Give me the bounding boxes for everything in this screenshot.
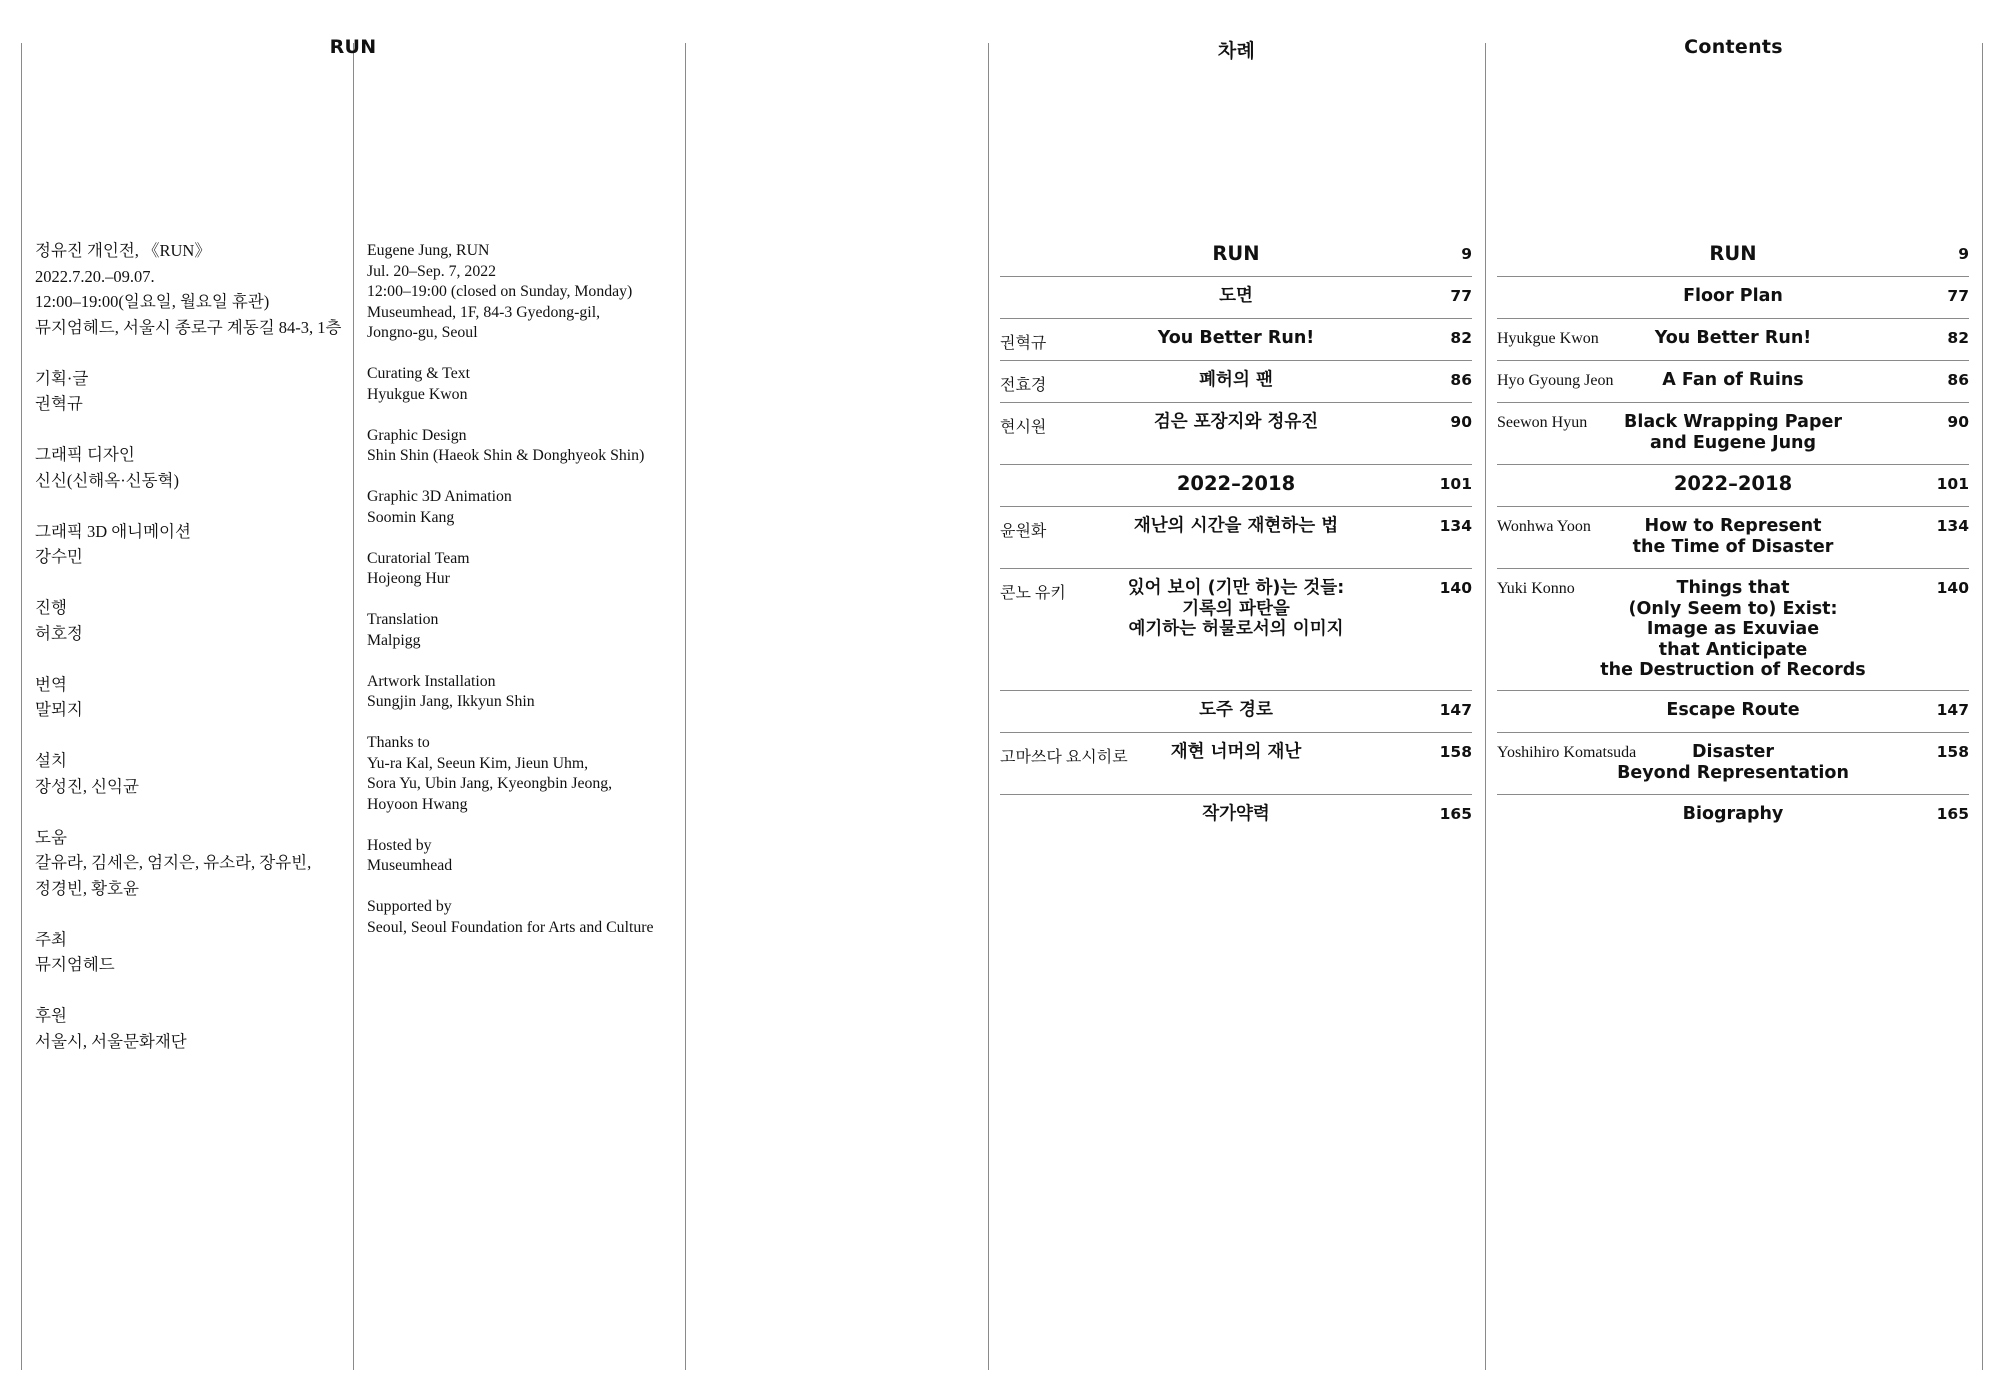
credit-label: 그래픽 디자인	[35, 445, 135, 464]
toc-page-number: 158	[1936, 743, 1969, 761]
credit-value: 서울시, 서울문화재단	[35, 1031, 187, 1051]
toc-author: Yuki Konno	[1497, 580, 1575, 597]
credit-value: Hyukgue Kwon	[367, 385, 468, 403]
toc-page-number: 90	[1947, 413, 1969, 431]
credit-group	[367, 610, 687, 651]
credit-group	[35, 238, 345, 340]
toc-entry[interactable]	[1000, 277, 1472, 319]
toc-title-line: You Better Run!	[1654, 328, 1812, 348]
credit-group	[367, 549, 687, 590]
credit-label: 주최	[35, 929, 67, 949]
toc-title-line: 있어 보이 (기만 하)는 것들:	[1127, 578, 1345, 598]
toc-page-number: 9	[1958, 245, 1969, 263]
toc-entry[interactable]	[1000, 569, 1472, 691]
toc-entry[interactable]	[1497, 507, 1969, 569]
credit-label: Translation	[367, 611, 439, 628]
toc-title-line: 2022–2018	[1176, 472, 1296, 495]
column-rule	[1982, 43, 1983, 1370]
credit-value: Soomin Kang	[367, 508, 455, 526]
toc-page-number: 9	[1461, 245, 1472, 263]
toc-entry[interactable]	[1497, 319, 1969, 361]
toc-title	[1000, 569, 1472, 640]
toc-title	[1000, 795, 1472, 825]
toc-title-line: 재현 너머의 재난	[1170, 742, 1302, 762]
credit-label: Eugene Jung, RUN	[367, 242, 490, 259]
toc-title-line: 재난의 시간을 재현하는 법	[1133, 516, 1339, 536]
toc-title	[1000, 361, 1472, 391]
credit-label: 도움	[35, 827, 67, 847]
toc-page-number: 86	[1450, 371, 1472, 389]
toc-page-number: 77	[1450, 287, 1472, 305]
toc-title-line: 2022–2018	[1673, 472, 1793, 495]
toc-title-line: 도주 경로	[1199, 700, 1273, 720]
toc-author: Wonhwa Yoon	[1497, 518, 1591, 535]
toc-page-number: 147	[1439, 701, 1472, 719]
credit-value: Sungjin Jang, Ikkyun Shin	[367, 693, 535, 710]
credit-label: 후원	[35, 1006, 67, 1025]
toc-english	[1497, 235, 1969, 836]
toc-author: Hyo Gyoung Jeon	[1497, 372, 1614, 389]
credit-label: Supported by	[367, 898, 452, 915]
toc-author: 현시원	[1000, 419, 1047, 436]
toc-entry[interactable]	[1000, 733, 1472, 795]
credit-group	[367, 364, 687, 405]
credit-label: Graphic Design	[367, 426, 467, 444]
toc-title-line: and Eugene Jung	[1649, 432, 1817, 453]
toc-title	[1000, 691, 1472, 721]
toc-title	[1497, 235, 1969, 265]
toc-page-number: 101	[1936, 475, 1969, 493]
toc-title-line: Disaster	[1691, 742, 1775, 762]
toc-title-line: the Time of Disaster	[1632, 536, 1834, 557]
credit-value: Jongno-gu, Seoul	[367, 324, 478, 341]
credit-group	[35, 927, 345, 978]
toc-title-line: the Destruction of Records	[1600, 660, 1866, 680]
toc-title-line: that Anticipate	[1658, 639, 1808, 660]
toc-page-number: 147	[1936, 701, 1969, 719]
toc-entry[interactable]	[1497, 733, 1969, 795]
credit-value: Jul. 20–Sep. 7, 2022	[367, 262, 497, 280]
toc-entry[interactable]	[1000, 403, 1472, 465]
toc-title	[1000, 403, 1472, 433]
toc-title-line: RUN	[1709, 242, 1757, 265]
toc-title	[1000, 319, 1472, 349]
credit-value: 정경빈, 황호윤	[35, 878, 139, 898]
toc-author: 권혁규	[1000, 335, 1047, 352]
toc-title-line: Biography	[1682, 804, 1784, 824]
toc-title	[1497, 277, 1969, 307]
toc-entry[interactable]	[1497, 691, 1969, 733]
credits-english	[367, 241, 687, 959]
credit-label: 기획·글	[35, 368, 89, 388]
column-rule	[353, 43, 354, 1370]
credit-value: Shin Shin (Haeok Shin & Donghyeok Shin)	[367, 447, 645, 464]
toc-page-number: 165	[1936, 805, 1969, 823]
credit-group	[35, 1003, 345, 1054]
credit-value: Malpigg	[367, 631, 421, 649]
toc-title	[1497, 465, 1969, 495]
column-rule	[1485, 43, 1486, 1370]
toc-entry[interactable]	[1497, 403, 1969, 465]
credit-value: Hoyoon Hwang	[367, 795, 468, 813]
credit-value: 권혁규	[35, 394, 83, 413]
toc-page-number: 140	[1439, 579, 1472, 597]
toc-page-number: 101	[1439, 475, 1472, 493]
credit-value: Hojeong Hur	[367, 570, 450, 587]
credit-value: 장성진, 신익균	[35, 776, 139, 796]
toc-author: Seewon Hyun	[1497, 414, 1588, 431]
toc-entry[interactable]	[1000, 361, 1472, 403]
credit-value: 12:00–19:00 (closed on Sunday, Monday)	[367, 283, 633, 300]
credit-group	[35, 748, 345, 799]
credit-value: 갈유라, 김세은, 엄지은, 유소라, 장유빈,	[35, 853, 312, 872]
toc-title-line: Things that	[1676, 578, 1790, 598]
credit-group	[367, 836, 687, 877]
credit-group	[35, 825, 345, 902]
run-header: RUN	[329, 36, 377, 58]
credit-value: 강수민	[35, 547, 83, 566]
toc-entry[interactable]	[1497, 277, 1969, 319]
toc-title-line: You Better Run!	[1157, 328, 1315, 348]
credit-label: Curating & Text	[367, 365, 471, 382]
toc-entry[interactable]	[1000, 235, 1472, 277]
toc-entry[interactable]	[1000, 319, 1472, 361]
toc-title-line: Beyond Representation	[1617, 762, 1849, 783]
credit-label: Artwork Installation	[367, 672, 496, 690]
credit-value: Seoul, Seoul Foundation for Arts and Culture	[367, 918, 654, 936]
credit-label: Thanks to	[367, 734, 430, 751]
toc-entry[interactable]	[1000, 795, 1472, 836]
toc-entry[interactable]	[1000, 507, 1472, 569]
contents-en-header: Contents	[1684, 36, 1783, 58]
credit-value: 뮤지엄헤드	[35, 955, 115, 974]
toc-title	[1000, 277, 1472, 307]
credit-group	[367, 733, 687, 815]
credit-label: 그래픽 3D 애니메이션	[35, 521, 191, 541]
toc-entry[interactable]	[1000, 691, 1472, 733]
toc-title-line: 기록의 파탄을	[1182, 598, 1290, 619]
toc-author: 고마쓰다 요시히로	[1000, 749, 1128, 766]
credit-label: Curatorial Team	[367, 549, 470, 567]
page-gutter-rule	[988, 43, 989, 1370]
credit-value: 12:00–19:00(일요일, 월요일 휴관)	[35, 292, 270, 311]
credit-group	[35, 672, 345, 723]
toc-page-number: 77	[1947, 287, 1969, 305]
toc-author: 전효경	[1000, 377, 1047, 394]
credit-group	[367, 672, 687, 713]
toc-entry[interactable]	[1497, 361, 1969, 403]
toc-title	[1497, 795, 1969, 825]
toc-title-line: (Only Seem to) Exist:	[1628, 598, 1838, 619]
credit-group	[35, 519, 345, 570]
toc-title	[1000, 235, 1472, 265]
credit-value: Museumhead	[367, 857, 453, 874]
toc-page-number: 140	[1936, 579, 1969, 597]
credit-value: 2022.7.20.–09.07.	[35, 266, 155, 286]
toc-entry[interactable]	[1497, 795, 1969, 836]
toc-page-number: 158	[1439, 743, 1472, 761]
credit-value: Museumhead, 1F, 84-3 Gyedong-gil,	[367, 303, 601, 321]
toc-title-line: Escape Route	[1666, 700, 1800, 720]
toc-author: 콘노 유키	[1000, 585, 1066, 602]
toc-entry[interactable]	[1000, 465, 1472, 507]
credit-value: 뮤지엄헤드, 서울시 종로구 계동길 84-3, 1층	[35, 317, 342, 337]
toc-entry[interactable]	[1497, 569, 1969, 691]
credit-label: 정유진 개인전, 《RUN》	[35, 241, 211, 260]
toc-page-number: 82	[1947, 329, 1969, 347]
credit-label: 설치	[35, 751, 67, 770]
credit-group	[35, 442, 345, 493]
credit-label: 번역	[35, 674, 67, 694]
toc-title-line: 예기하는 허물로서의 이미지	[1128, 619, 1344, 639]
credit-group	[367, 897, 687, 938]
credits-korean	[35, 238, 345, 1080]
toc-title-line: RUN	[1212, 242, 1260, 265]
toc-page-number: 134	[1439, 517, 1472, 535]
toc-title-line: 작가약력	[1202, 804, 1270, 824]
toc-author: 윤원화	[1000, 523, 1047, 540]
toc-korean	[1000, 235, 1472, 836]
toc-author: Hyukgue Kwon	[1497, 330, 1599, 347]
column-rule	[21, 43, 22, 1370]
toc-title-line: How to Represent	[1644, 516, 1822, 536]
toc-title-line: 검은 포장지와 정유진	[1153, 412, 1319, 432]
toc-page-number: 86	[1947, 371, 1969, 389]
credit-value: 말뫼지	[35, 700, 83, 719]
toc-entry[interactable]	[1497, 465, 1969, 507]
credit-group	[367, 426, 687, 467]
toc-title-line: 도면	[1219, 286, 1253, 306]
credit-group	[367, 241, 687, 344]
credit-value: 신신(신해옥·신동혁)	[35, 470, 179, 490]
toc-title-line: A Fan of Ruins	[1662, 370, 1804, 390]
toc-page-number: 82	[1450, 329, 1472, 347]
credit-value: 허호정	[35, 623, 83, 643]
toc-title	[1000, 465, 1472, 495]
credit-value: Sora Yu, Ubin Jang, Kyeongbin Jeong,	[367, 775, 613, 792]
credit-value: Yu-ra Kal, Seeun Kim, Jieun Uhm,	[367, 754, 589, 772]
credit-label: Hosted by	[367, 836, 432, 854]
credit-label: Graphic 3D Animation	[367, 488, 512, 505]
toc-author: Yoshihiro Komatsuda	[1497, 744, 1637, 761]
toc-title	[1497, 691, 1969, 721]
contents-ko-header: 차례	[1217, 40, 1256, 62]
credit-group	[35, 366, 345, 417]
toc-title-line: Black Wrapping Paper	[1623, 412, 1842, 432]
toc-page-number: 134	[1936, 517, 1969, 535]
toc-page-number: 165	[1439, 805, 1472, 823]
credit-label: 진행	[35, 598, 67, 617]
toc-title-line: Floor Plan	[1683, 286, 1783, 306]
toc-title	[1000, 507, 1472, 537]
credit-group	[35, 595, 345, 646]
credit-group	[367, 487, 687, 528]
toc-title-line: 폐허의 팬	[1199, 370, 1273, 390]
toc-title-line: Image as Exuviae	[1646, 619, 1820, 639]
toc-entry[interactable]	[1497, 235, 1969, 277]
toc-page-number: 90	[1450, 413, 1472, 431]
